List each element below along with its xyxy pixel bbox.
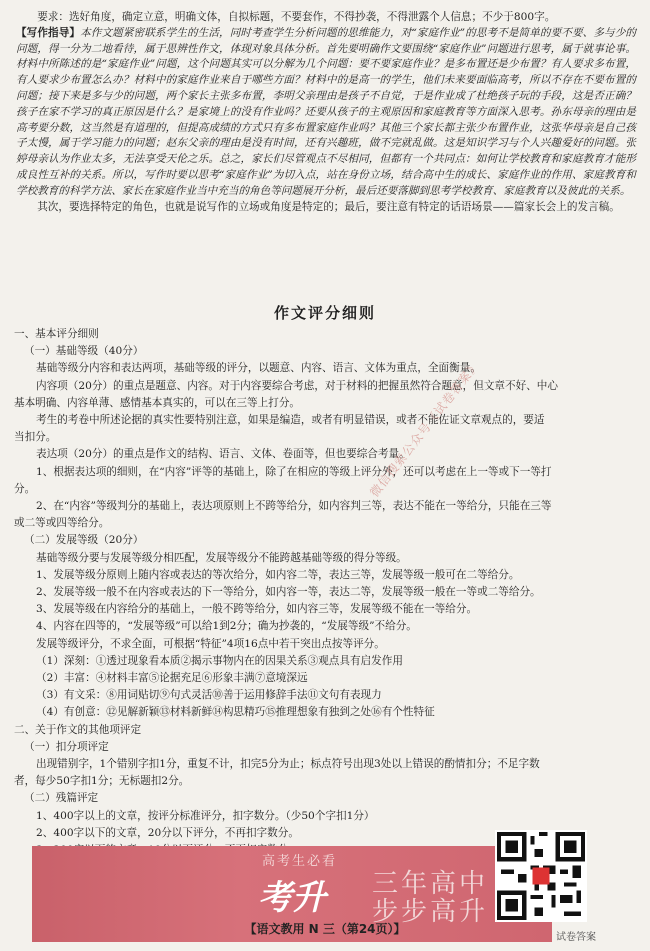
rule-line: 一、基本评分细则 [14, 328, 99, 340]
rule-line: 分。 [14, 482, 36, 495]
rule-line: 1、400字以上的文章，按评分标准评分，扣字数分。（少50个字扣1分） [36, 809, 375, 822]
rule-line: （二）残篇评定 [24, 792, 99, 805]
rule-line: 3、发展等级在内容给分的基础上，一般不跨等给分，如内容三等，发展等级不能在一等给分。 [36, 603, 478, 616]
writing-guide [16, 26, 636, 200]
requirement-text: 要求：选好角度，确定立意，明确文体，自拟标题，不要套作，不得抄袭，不得泄露个人信息；不少于800字。 [37, 11, 556, 23]
prompt-guidance [16, 10, 636, 215]
rule-line: 发展等级评分，不求全面，可根据“特征”4项16点中若干突出点按等评分。 [36, 637, 385, 650]
rule-line: 考生的考卷中所述论据的真实性要特别注意，如果是编造，或者有明显错误，或者不能佐证文章观点的，要适 [36, 414, 545, 427]
rule-line: （1）深刻：①透过现象看本质②揭示事物内在的因果关系③观点具有启发作用 [36, 654, 403, 667]
rule-line: 当扣分。 [14, 431, 57, 444]
rule-line: 1、根据表达项的细则，在“内容”评等的基础上，除了在相应的等级上评分外，还可以考虑在上一等或下一等打 [36, 465, 552, 478]
banner-logo: 考升 [258, 878, 326, 918]
banner-slogan [372, 870, 488, 926]
qr-code-icon [495, 830, 587, 922]
rule-line: 1、发展等级分原则上随内容或表达的等次给分，如内容二等，表达三等，发展等级一般可在二等给分。 [36, 568, 520, 581]
banner-slogan-top: 高考生必看 [262, 854, 338, 869]
corner-watermark: 试卷答案 [556, 932, 596, 943]
guide-text: 本作文题紧密联系学生的生活，同时考查学生分析问题的思维能力，对“家庭作业”的思考不是简单的要不要、多与少的问题，得一分为二地看待，属于思辨性作文，体现对象具体分析。首先要明确作文要围绕“家庭作业”问题进行思考，属于就事论事。材料中所陈述的是“家庭作业”问题，这个问题其实可以分解为几个问题：要不要家庭作业？是多布置还是少布置？有人要求多布置，有人要求少布置怎么办？材料中的家庭作业来自于哪些方面？材料中的是高一的学生，他们未来要面临高考，所以不存在不要布置的问题；接下来是多与少的问题，两个家长主张多布置，李明父亲理由是孩子不自觉，于是作业成了杜绝孩子玩的手段，这是否正确？孩子在家不学习的真正原因是什么？是家境上的没有作业吗？还要从孩子的主观原因和家庭教育等方面深入思考。孙东母亲的理由是高考要分数，这当然是有道理的，但提高成绩的方式只有多布置家庭作业吗？其他三个家长都主张少布置作业，这张华母亲是自己孩子太慢，属于学习能力的问题；赵东父亲的理由是没有时间，还有兴趣班，做不完就乱做。这是知识学习与个人兴趣爱好的问题。张婷母亲认为作业太多，无法享受天伦之乐。总之，家长们尽管观点不尽相同，但都有一个共同点：如何让学校教育和家庭教育才能形成良性互补的关系。所以，写作时要以思考“家庭作业”为切入点，站在身份立场，结合高中生的成长、家庭作业的作用、家庭教育和学校教育的科学方法、家长在家庭作业当中充当的角色等问题展开分析，最后还要落脚到思考学校教育、家庭教育以及彼此的关系。 [16, 26, 637, 197]
rule-line: 基础等级分内容和表达两项，基础等级的评分，以题意、内容、语言、文体为重点，全面衡量。 [36, 362, 481, 375]
watermark-stamp: 微信搜索公众号《试卷答案》 [367, 357, 483, 500]
rule-line: （二）发展等级（20分） [24, 534, 144, 547]
scoring-rules [14, 326, 636, 911]
page-footer: 【语文教用 N 三（第24页）】 [244, 922, 406, 936]
rule-line: 基础等级分要与发展等级分相匹配，发展等级分不能跨越基础等级的得分等级。 [36, 551, 407, 564]
rule-line: 二、关于作文的其他项评定 [14, 723, 142, 736]
rule-line: 内容项（20分）的重点是题意、内容。对于内容要综合考虑，对于材料的把握虽然符合题意，但文章不好、中心 [36, 379, 558, 392]
rule-line: 2、在“内容”等级判分的基础上，表达项原则上不跨等给分，如内容判三等，表达不能在一等给分，只能在三等 [36, 500, 552, 513]
rule-line: （一）基础等级（40分） [24, 345, 144, 358]
rule-line: （一）扣分项评定 [24, 740, 109, 753]
rule-line: （4）有创意：⑫见解新颖⑬材料新鲜⑭构思精巧⑮推理想象有独到之处⑯有个性特征 [36, 706, 435, 719]
rule-line: （3）有文采：⑧用词贴切⑨句式灵活⑩善于运用修辞手法⑪文句有表现力 [36, 689, 382, 702]
rule-line: 基本明确、内容单薄、感情基本真实的，可以在三等上打分。 [14, 396, 301, 409]
rule-line: 2、发展等级一般不在内容或表达的下一等给分，如内容一等，表达二等，发展等级一般在一等或二等给分。 [36, 586, 541, 599]
guide-closing: 其次，要选择特定的角色，也就是说写作的立场或角度是特定的；最后，要注意有特定的话语场景——篇家长会上的发言稿。 [37, 200, 620, 213]
rule-line: 2、400字以下的文章，20分以下评分，不再扣字数分。 [36, 826, 299, 839]
guide-label: 【写作指导】 [16, 26, 81, 39]
banner-slogan-line2: 步步高升 [372, 897, 489, 927]
rule-line: 或二等或四等给分。 [14, 517, 110, 530]
rule-line: 出现错别字，1个错别字扣1分，重复不计，扣完5分为止；标点符号出现3处以上错误的酌情扣分；不足字数 [36, 758, 540, 771]
rule-line: （2）丰富：④材料丰富⑤论据充足⑥形象丰满⑦意境深远 [36, 672, 308, 685]
banner-slogan-line1: 三年高中 [372, 869, 489, 899]
rule-line: 表达项（20分）的重点是作文的结构、语言、文体、卷面等，但也要综合考量。 [36, 448, 410, 461]
rule-line: 4、内容在四等的，“发展等级”可以给1到2分；确为抄袭的，“发展等级”不给分。 [36, 620, 417, 633]
section-title: 作文评分细则 [273, 304, 376, 322]
rule-line: 者，每少50字扣1分；无标题扣2分。 [14, 775, 190, 788]
